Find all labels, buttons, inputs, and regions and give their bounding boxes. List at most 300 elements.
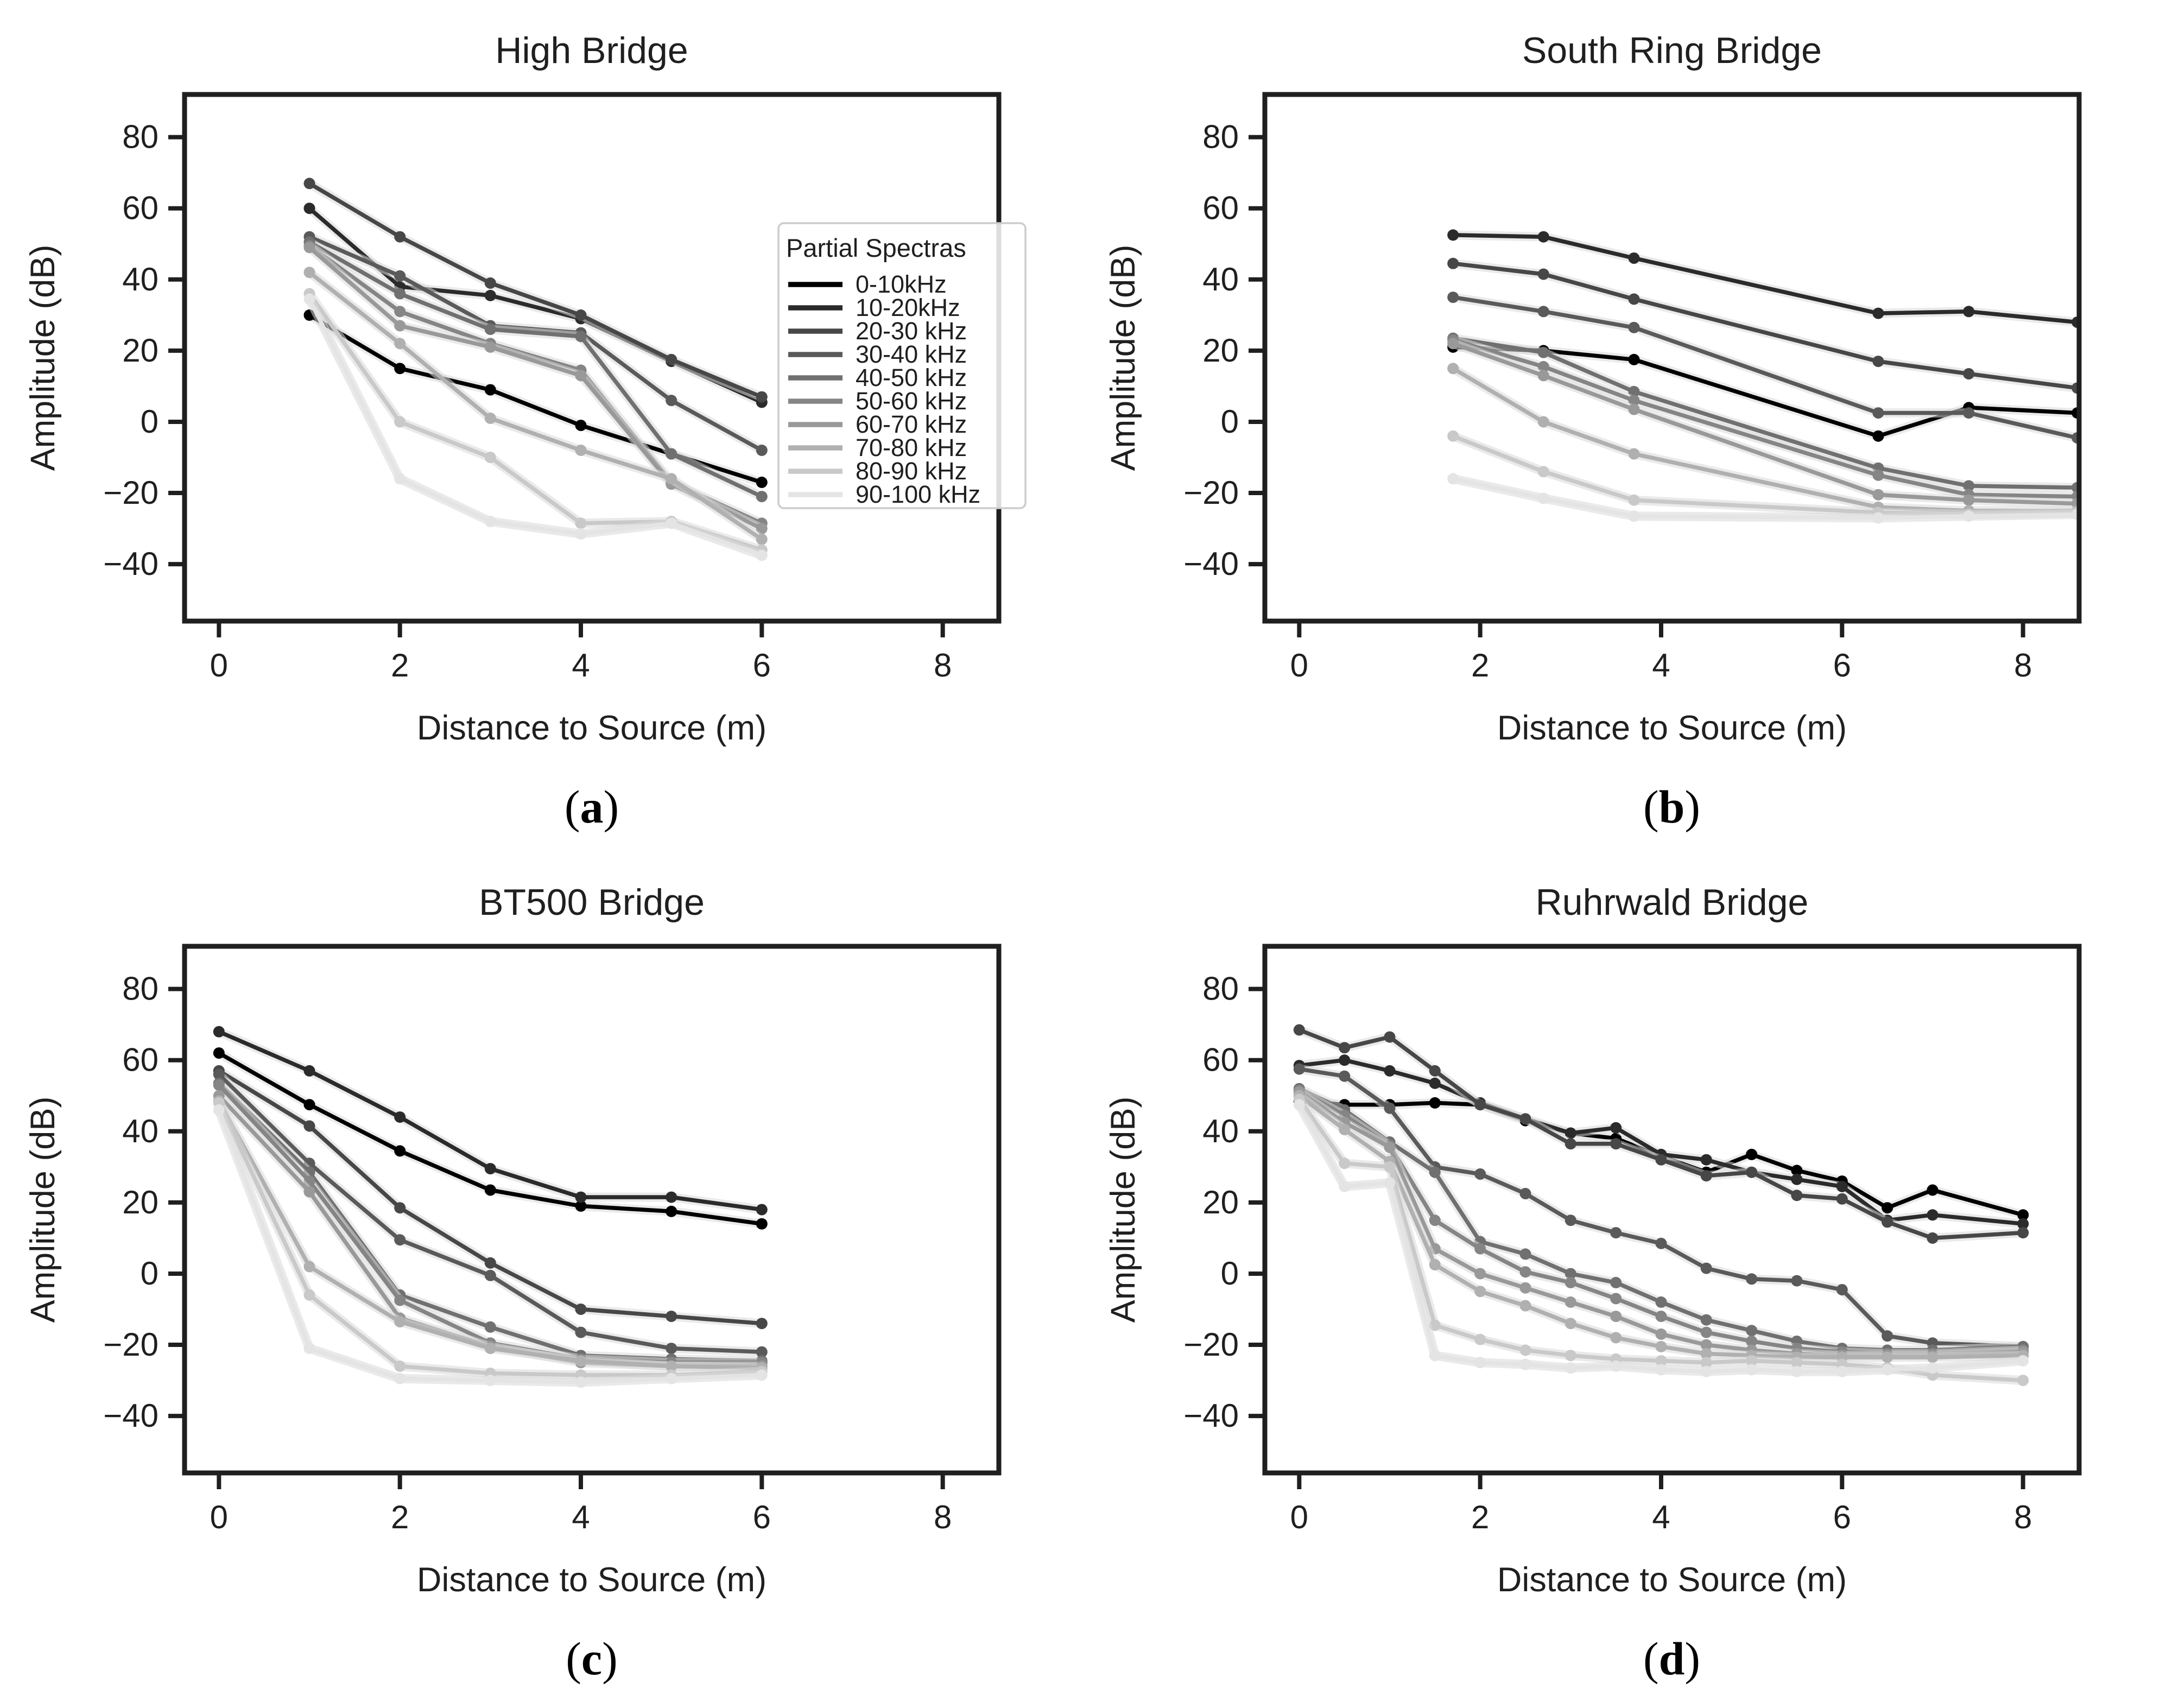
data-point [1927,1352,1939,1363]
data-point [394,1373,406,1384]
data-point [1429,1167,1441,1178]
data-point [1474,1243,1486,1255]
y-tick-label: 40 [1202,1112,1239,1149]
x-tick-label: 8 [933,647,952,684]
axes-box [1265,94,2079,621]
data-point [394,1234,406,1245]
data-point [1873,407,1884,419]
data-point [485,1343,496,1354]
x-axis [210,621,952,684]
data-point [213,1047,225,1059]
caption-letter: a [580,781,604,833]
panel-high-bridge [0,2,1080,854]
data-point [1474,1286,1486,1297]
series-halo [309,315,762,482]
data-point [1565,1214,1576,1226]
y-tick-label: 60 [1202,189,1239,226]
data-point [394,473,406,484]
x-axis-label: Distance to Source (m) [1497,709,1847,747]
data-point [1538,492,1549,504]
data-point [1429,1065,1441,1077]
data-point [394,338,406,349]
y-tick-label: −20 [1183,475,1239,511]
legend-entry-label: 80-90 kHz [856,457,967,485]
data-point [394,1361,406,1372]
data-point [1384,1032,1396,1043]
data-point [1836,1284,1848,1295]
x-axis [1290,1473,2032,1535]
data-point [1656,1238,1667,1249]
data-point [1873,308,1884,319]
data-point [304,1343,315,1354]
data-point [1447,258,1459,269]
legend-entry-label: 0-10kHz [856,270,947,298]
data-point [1701,1366,1712,1377]
data-point [1656,1341,1667,1352]
data-point [1836,1366,1848,1377]
data-point [1384,1142,1396,1153]
data-point [666,1373,677,1384]
data-point [485,341,496,353]
y-tick-label: 60 [122,189,159,226]
data-point [756,549,768,561]
data-point [394,320,406,332]
data-point [1610,1311,1621,1322]
data-point [1520,1344,1531,1356]
chart-title: High Bridge [495,30,688,71]
x-tick-label: 6 [752,647,771,684]
data-point [1429,1259,1441,1270]
panel-south-ring-bridge [1080,2,2160,854]
x-axis [210,1473,952,1535]
legend-entry-label: 20-30 kHz [856,317,967,345]
y-tick-label: 0 [1220,403,1239,440]
data-point [1882,1352,1893,1363]
legend-entry-label: 60-70 kHz [856,410,967,438]
caption-letter: b [1658,781,1685,833]
y-tick-label: −20 [103,1326,159,1363]
x-tick-label: 6 [1833,647,1852,684]
data-point [2017,1355,2029,1367]
data-point [1746,1325,1757,1336]
data-point [1873,489,1884,501]
data-point [1610,1277,1621,1288]
caption-paren-open: ( [1643,781,1659,833]
data-point [1746,1149,1757,1160]
x-tick-label: 8 [933,1499,952,1535]
y-tick-label: −40 [1183,1397,1239,1434]
data-point [1873,431,1884,442]
data-point [756,445,768,456]
data-point [485,516,496,527]
data-point [1701,1170,1712,1181]
data-point [1447,292,1459,303]
data-point [1520,1359,1531,1370]
data-point [1791,1174,1803,1185]
y-tick-label: 80 [122,118,159,155]
data-point [1656,1154,1667,1166]
y-tick-label: 80 [122,970,159,1007]
axes-box [1265,946,2079,1473]
data-point [1873,356,1884,367]
y-axis-label: Amplitude (dB) [1104,1096,1142,1323]
data-point [394,1111,406,1123]
data-point [213,1079,225,1091]
data-point [575,517,587,529]
data-point [1339,1181,1350,1192]
data-point [1836,1193,1848,1205]
data-point [666,448,677,460]
panel-caption-c [52,1611,1132,1706]
data-point [1447,431,1459,442]
data-point [575,420,587,431]
data-point [1565,1296,1576,1308]
data-point [394,1202,406,1213]
data-point [1565,1138,1576,1149]
panel-caption-a [52,760,1132,854]
y-tick-label: 0 [1220,1255,1239,1292]
legend-entry-label: 90-100 kHz [856,480,981,508]
data-point [1791,1190,1803,1201]
data-point [1610,1361,1621,1372]
y-axis [1183,119,1265,582]
legend-entry-label: 30-40 kHz [856,340,967,368]
data-point [485,413,496,424]
data-point [485,1375,496,1386]
data-point [304,1289,315,1301]
legend-entry-label: 50-60 kHz [856,387,967,415]
data-point [756,477,768,488]
x-tick-label: 6 [1833,1499,1852,1535]
data-point [2017,1375,2029,1386]
data-point [1656,1311,1667,1322]
data-point [485,1257,496,1269]
panel-caption-d [1132,1611,2160,1706]
data-point [1384,1065,1396,1077]
caption-paren-close: ) [1684,1633,1701,1685]
data-point [1447,473,1459,484]
y-tick-label: −40 [103,546,159,583]
caption-paren-open: ( [566,1633,581,1685]
legend-title: Partial Spectras [786,233,966,262]
data-point [304,1121,315,1132]
y-tick-label: −40 [1183,546,1239,583]
data-point [304,178,315,189]
legend [778,223,1025,508]
data-point [1565,1350,1576,1361]
y-tick-label: 80 [1202,970,1239,1007]
chart-high-bridge [0,2,1080,760]
data-point [1474,1268,1486,1280]
data-point [304,1186,315,1198]
legend-entry-label: 40-50 kHz [856,364,967,391]
data-point [1629,448,1640,460]
data-point [1610,1227,1621,1238]
x-tick-label: 2 [1471,1499,1490,1535]
data-point [1447,363,1459,374]
data-point [1701,1327,1712,1338]
y-tick-label: −40 [103,1397,159,1434]
panel-ruhrwald-bridge [1080,854,2160,1706]
data-point [1629,404,1640,415]
data-point [1474,1099,1486,1110]
x-tick-label: 2 [390,1499,409,1535]
data-point [1610,1293,1621,1304]
data-point [1474,1168,1486,1180]
series-halo [309,299,762,555]
y-tick-label: 20 [122,332,159,369]
y-tick-label: 60 [122,1041,159,1078]
data-point [485,1321,496,1333]
data-point [1538,269,1549,280]
data-point [394,288,406,300]
data-point [1656,1296,1667,1308]
data-point [575,528,587,540]
plot-area [213,1026,768,1388]
x-tick-label: 0 [1290,647,1309,684]
x-tick-label: 2 [1471,647,1490,684]
y-tick-label: 20 [122,1184,159,1220]
data-point [1294,1024,1305,1036]
data-point [756,1204,768,1216]
data-point [394,1145,406,1156]
chart-title: South Ring Bridge [1522,30,1822,71]
data-point [1384,1103,1396,1114]
data-point [666,1311,677,1322]
data-point [1565,1318,1576,1329]
data-point [1629,293,1640,305]
panel-bt500-bridge [0,854,1080,1706]
plot-area [1294,1024,2029,1387]
x-axis-label: Distance to Source (m) [416,1561,767,1599]
x-axis [1290,621,2032,684]
y-tick-label: 80 [1202,118,1239,155]
data-point [1429,1350,1441,1361]
y-axis-label: Amplitude (dB) [24,244,62,471]
data-point [485,452,496,463]
data-point [1836,1181,1848,1192]
data-point [666,517,677,529]
data-point [1746,1167,1757,1178]
data-point [485,1185,496,1196]
y-tick-label: 0 [140,1255,159,1292]
x-tick-label: 2 [390,647,409,684]
data-point [756,1218,768,1230]
plot-area [304,178,768,561]
data-point [1927,1232,1939,1244]
data-point [304,242,315,253]
data-point [1339,1071,1350,1082]
data-point [1538,231,1549,243]
data-point [394,231,406,243]
panel-caption-b [1132,760,2160,854]
data-point [1927,1209,1939,1220]
x-axis-label: Distance to Source (m) [416,709,767,747]
legend-entry-label: 10-20kHz [856,294,960,321]
data-point [1339,1157,1350,1169]
data-point [485,384,496,396]
data-point [485,1270,496,1281]
data-point [1882,1364,1893,1375]
data-point [1429,1214,1441,1226]
data-point [1538,466,1549,477]
data-point [1963,368,1974,379]
data-point [756,534,768,545]
data-point [666,1206,677,1217]
y-axis [103,971,185,1434]
chart-title: Ruhrwald Bridge [1535,882,1809,923]
data-point [304,203,315,214]
data-point [575,331,587,342]
data-point [1520,1248,1531,1260]
data-point [1538,370,1549,381]
data-point [1339,1124,1350,1135]
data-point [1629,495,1640,506]
y-tick-label: −20 [103,475,159,511]
data-point [304,1065,315,1077]
data-point [1963,495,1974,506]
data-point [1746,1364,1757,1375]
data-point [394,270,406,282]
data-point [1384,1161,1396,1173]
y-tick-label: 40 [1202,261,1239,298]
data-point [1629,252,1640,264]
series-halo [309,237,762,450]
x-axis-label: Distance to Source (m) [1497,1561,1847,1599]
data-point [575,1192,587,1203]
data-point [1565,1277,1576,1288]
x-tick-label: 6 [752,1499,771,1535]
data-point [1963,407,1974,419]
data-point [1294,1099,1305,1110]
data-point [1538,306,1549,317]
data-point [1629,354,1640,365]
y-tick-label: 20 [1202,1184,1239,1220]
data-point [1873,512,1884,523]
caption-paren-close: ) [603,781,619,833]
data-point [304,267,315,278]
y-axis-label: Amplitude (dB) [24,1096,62,1323]
data-point [304,1261,315,1272]
data-point [575,309,587,321]
data-point [1656,1364,1667,1375]
caption-letter: d [1658,1633,1685,1685]
chart-title: BT500 Bridge [479,882,705,923]
data-point [1610,1332,1621,1343]
data-point [1610,1122,1621,1134]
data-point [1565,1362,1576,1374]
x-tick-label: 0 [210,647,229,684]
data-point [1701,1314,1712,1326]
y-axis-label: Amplitude (dB) [1104,244,1142,471]
data-point [1882,1216,1893,1228]
data-point [1520,1300,1531,1312]
y-tick-label: 0 [140,403,159,440]
data-point [485,324,496,335]
data-point [1520,1266,1531,1277]
y-tick-label: 60 [1202,1041,1239,1078]
caption-paren-open: ( [564,781,580,833]
data-point [1791,1366,1803,1377]
data-point [1746,1273,1757,1285]
data-point [666,473,677,484]
data-point [1474,1357,1486,1368]
caption-paren-close: ) [602,1633,618,1685]
data-point [666,1343,677,1354]
data-point [1927,1185,1939,1196]
data-point [666,395,677,406]
x-tick-label: 4 [1652,647,1670,684]
data-point [485,1163,496,1174]
data-point [666,354,677,365]
data-point [575,1376,587,1388]
data-point [756,1318,768,1329]
data-point [1610,1138,1621,1149]
data-point [1384,1177,1396,1188]
data-point [1447,338,1459,349]
data-point [1339,1042,1350,1053]
y-tick-label: −20 [1183,1326,1239,1363]
data-point [394,1295,406,1306]
data-point [304,293,315,305]
data-point [213,1026,225,1038]
data-point [1963,306,1974,317]
data-point [394,1316,406,1327]
data-point [1339,1054,1350,1066]
data-point [666,1192,677,1203]
plot-area [1447,229,2083,523]
data-point [575,445,587,456]
data-point [575,370,587,381]
data-point [1520,1282,1531,1294]
data-point [575,1304,587,1315]
data-point [1629,322,1640,333]
data-point [1656,1329,1667,1340]
chart-bt500-bridge [0,854,1080,1611]
data-point [1474,1334,1486,1345]
x-tick-label: 0 [1290,1499,1309,1535]
data-point [1429,1097,1441,1109]
caption-paren-close: ) [1684,781,1701,833]
data-point [1873,470,1884,481]
y-tick-label: 20 [1202,332,1239,369]
x-tick-label: 0 [210,1499,229,1535]
data-point [1701,1263,1712,1274]
data-point [575,1327,587,1338]
legend-entry-label: 70-80 kHz [856,434,967,461]
data-point [1791,1275,1803,1287]
y-axis [1183,971,1265,1434]
data-point [1520,1188,1531,1199]
data-point [756,1369,768,1381]
data-point [1520,1113,1531,1124]
x-tick-label: 4 [572,1499,590,1535]
caption-paren-open: ( [1643,1633,1659,1685]
x-tick-label: 8 [2013,1499,2032,1535]
data-point [1629,510,1640,522]
data-point [1447,229,1459,241]
chart-ruhrwald-bridge [1080,854,2160,1611]
data-point [1538,347,1549,358]
data-point [304,1099,315,1110]
y-axis [103,119,185,582]
data-point [756,491,768,502]
x-tick-label: 4 [1652,1499,1670,1535]
data-point [394,306,406,317]
data-point [485,277,496,289]
data-point [1927,1362,1939,1374]
data-point [213,1104,225,1116]
